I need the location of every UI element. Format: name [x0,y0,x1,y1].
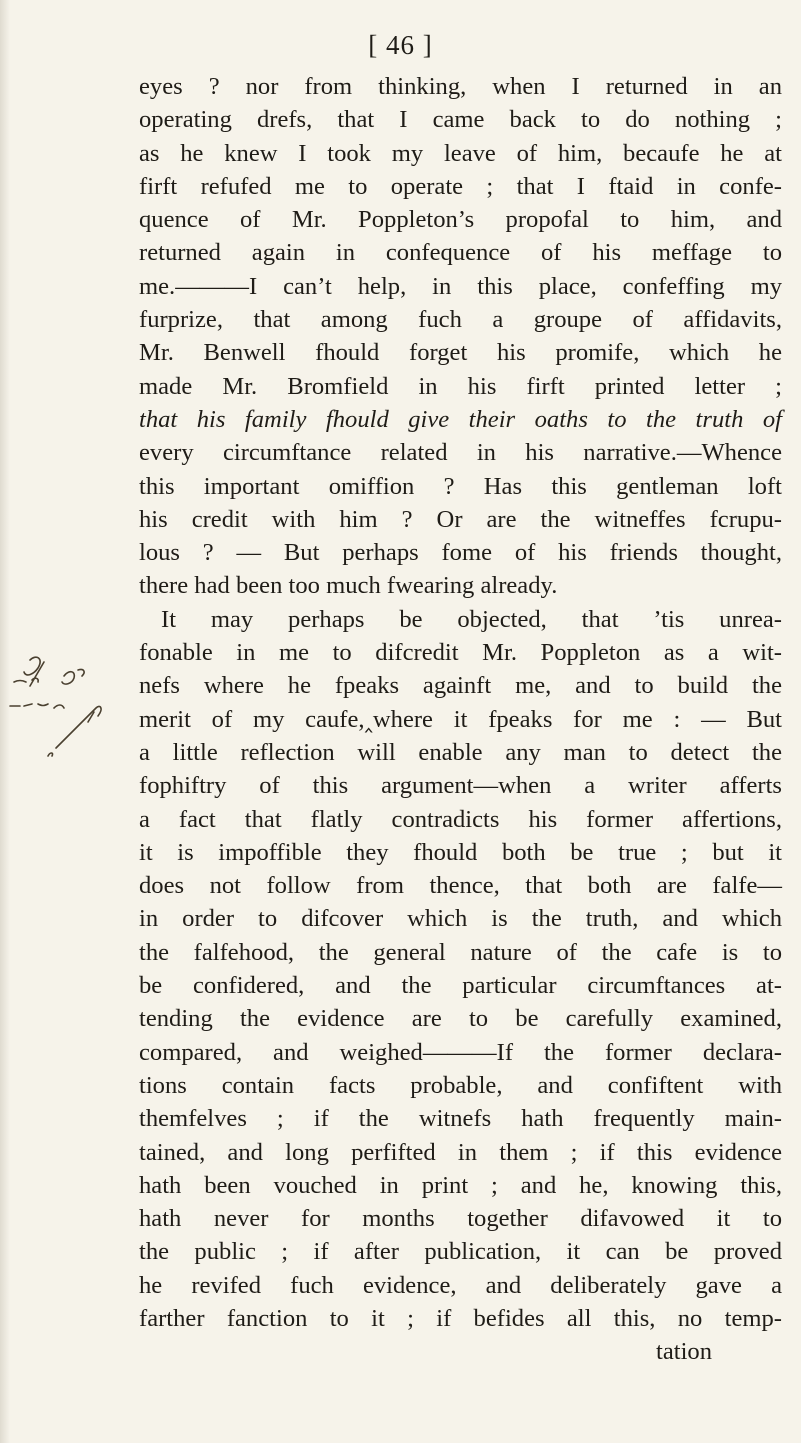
page-number: [ 46 ] [368,30,433,60]
text-line: a little reflection will enable any man to detect the [139,738,782,766]
text-line: a fact that flatly contradicts his former affertions, [139,805,782,833]
text-line: hath never for months together difavowed it to [139,1205,782,1233]
text-line: does not follow from thence, that both are falfe— [139,872,782,900]
text-line: farther fanction to it ; if befides all this, no temp- [139,1304,782,1332]
text-line: the public ; if after publication, it can be proved [139,1238,782,1266]
text-line: every circumftance related in his narrative.—Whence [139,439,782,467]
text-line: fophiftry of this argument—when a writer afferts [139,772,782,800]
text-line: be confidered, and the particular circumftances at- [139,972,782,1000]
text-line: it is impoffible they fhould both be true ; but it [139,838,782,866]
text-line: tions contain facts probable, and confiftent with [139,1071,782,1099]
text-line: firft refufed me to operate ; that I ftaid in confe- [139,172,782,200]
text-line: nefs where he fpeaks againft me, and to build the [139,672,782,700]
text-line: there had been too much fwearing already. [139,572,558,600]
text-line: he revifed fuch evidence, and deliberately gave a [139,1271,782,1299]
text-line: lous ? — But perhaps fome of his friends thought, [139,539,782,567]
text-line: merit of my caufe,‸where it fpeaks for me : — But [139,705,782,733]
text-line: tained, and long perfifted in them ; if this evidence [139,1138,782,1166]
text-line: It may perhaps be objected, that ’tis unrea- [161,605,782,633]
handwritten-annotation-icon [8,648,128,768]
text-line: tation [655,1338,712,1366]
text-line: operating drefs, that I came back to do nothing ; [139,106,782,134]
text-line: in order to difcover which is the truth, and which [139,905,782,933]
text-line: this important omiffion ? Has this gentleman loft [139,472,782,500]
text-line: tending the evidence are to be carefully examined, [139,1005,782,1033]
text-line: hath been vouched in print ; and he, knowing this, [139,1171,782,1199]
text-line: as he knew I took my leave of him, becaufe he at [139,139,782,167]
text-line: compared, and weighed———If the former declara- [139,1038,782,1066]
text-line: returned again in confequence of his meffage to [139,239,782,267]
text-line: quence of Mr. Poppleton’s propofal to him, and [139,206,782,234]
text-line: me.———I can’t help, in this place, confeffing my [139,272,782,300]
text-line: fonable in me to difcredit Mr. Poppleton as a wit- [139,639,782,667]
text-line: the falfehood, the general nature of the cafe is to [139,938,782,966]
text-line: themfelves ; if the witnefs hath frequently main- [139,1105,782,1133]
text-line: eyes ? nor from thinking, when I returned in an [139,73,782,100]
body-text [139,70,782,1369]
text-line: his credit with him ? Or are the witneffes fcrupu- [139,505,782,533]
text-line: Mr. Benwell fhould forget his promife, which he [139,339,782,367]
text-line: made Mr. Bromfield in his firft printed letter ; [139,372,782,400]
text-line: furprize, that among fuch a groupe of affidavits, [139,306,782,334]
text-line: that his family fhould give their oaths to the truth of [139,405,782,433]
